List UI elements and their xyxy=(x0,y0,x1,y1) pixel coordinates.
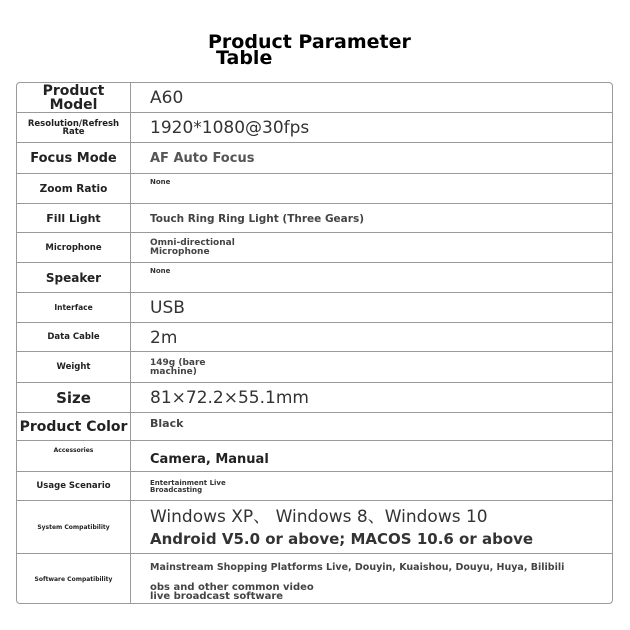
row-label: Product Color xyxy=(19,419,128,435)
row-value: AF Auto Focus xyxy=(150,151,255,166)
row-value: 2m xyxy=(150,327,178,348)
row-label: Software Compatibility xyxy=(34,575,113,583)
row-label: Data Cable xyxy=(47,332,100,343)
row-label: Microphone xyxy=(45,242,102,253)
table-row xyxy=(17,292,612,323)
title-line-1: Product Parameter xyxy=(208,31,411,53)
value-line-1: Mainstream Shopping Platforms Live, Douyin, Kuaishou, Douyu, Huya, Bilibili xyxy=(150,562,565,573)
row-label: Weight xyxy=(56,362,91,373)
row-value: A60 xyxy=(150,87,184,108)
row-label: Fill Light xyxy=(46,212,101,225)
row-label: Usage Scenario xyxy=(36,481,111,492)
row-label: System Compatibility xyxy=(37,523,110,531)
table-row xyxy=(17,351,612,383)
table-row xyxy=(17,322,612,352)
row-label: Speaker xyxy=(45,271,102,285)
row-value: Entertainment Live Broadcasting xyxy=(150,478,226,494)
table-row xyxy=(17,553,612,605)
table-row xyxy=(17,262,612,293)
table-row xyxy=(17,471,612,501)
table-row xyxy=(17,232,612,263)
row-value: Touch Ring Ring Light (Three Gears) xyxy=(150,212,364,225)
table-row xyxy=(17,412,612,441)
row-value xyxy=(150,501,606,554)
table-row xyxy=(17,440,612,472)
table-row xyxy=(17,83,612,112)
value-line-1: Windows XP、 Windows 8、Windows 10 xyxy=(150,506,488,527)
parameter-table xyxy=(16,82,613,604)
row-label: Zoom Ratio xyxy=(39,182,108,195)
row-value: 1920*1080@30fps xyxy=(150,118,310,138)
value-line-2: obs and other common video live broadcast software xyxy=(150,581,314,602)
row-label: Interface xyxy=(54,303,93,313)
table-row xyxy=(17,112,612,143)
row-label: Size xyxy=(56,388,91,407)
value-line-2: Android V5.0 or above; MACOS 10.6 or above xyxy=(150,529,534,548)
table-row xyxy=(17,382,612,413)
row-value xyxy=(150,554,606,605)
row-value: USB xyxy=(150,298,185,318)
table-row xyxy=(17,500,612,554)
row-value: Omni-directional Microphone xyxy=(150,238,235,257)
table-row xyxy=(17,203,612,233)
row-value: Black xyxy=(150,417,184,430)
row-value: 81×72.2×55.1mm xyxy=(150,388,309,408)
table-row xyxy=(17,142,612,174)
row-value: Camera, Manual xyxy=(150,452,269,467)
row-value: None xyxy=(150,267,171,275)
row-label: Focus Mode xyxy=(30,151,117,166)
table-row xyxy=(17,173,612,204)
row-value: 149g (bare machine) xyxy=(150,357,206,377)
row-label: Product Model xyxy=(42,82,105,113)
row-label: Resolution/Refresh Rate xyxy=(27,118,120,137)
row-value: None xyxy=(150,178,171,186)
row-label: Accessories xyxy=(53,447,94,454)
title-line-2: Table xyxy=(216,47,273,69)
